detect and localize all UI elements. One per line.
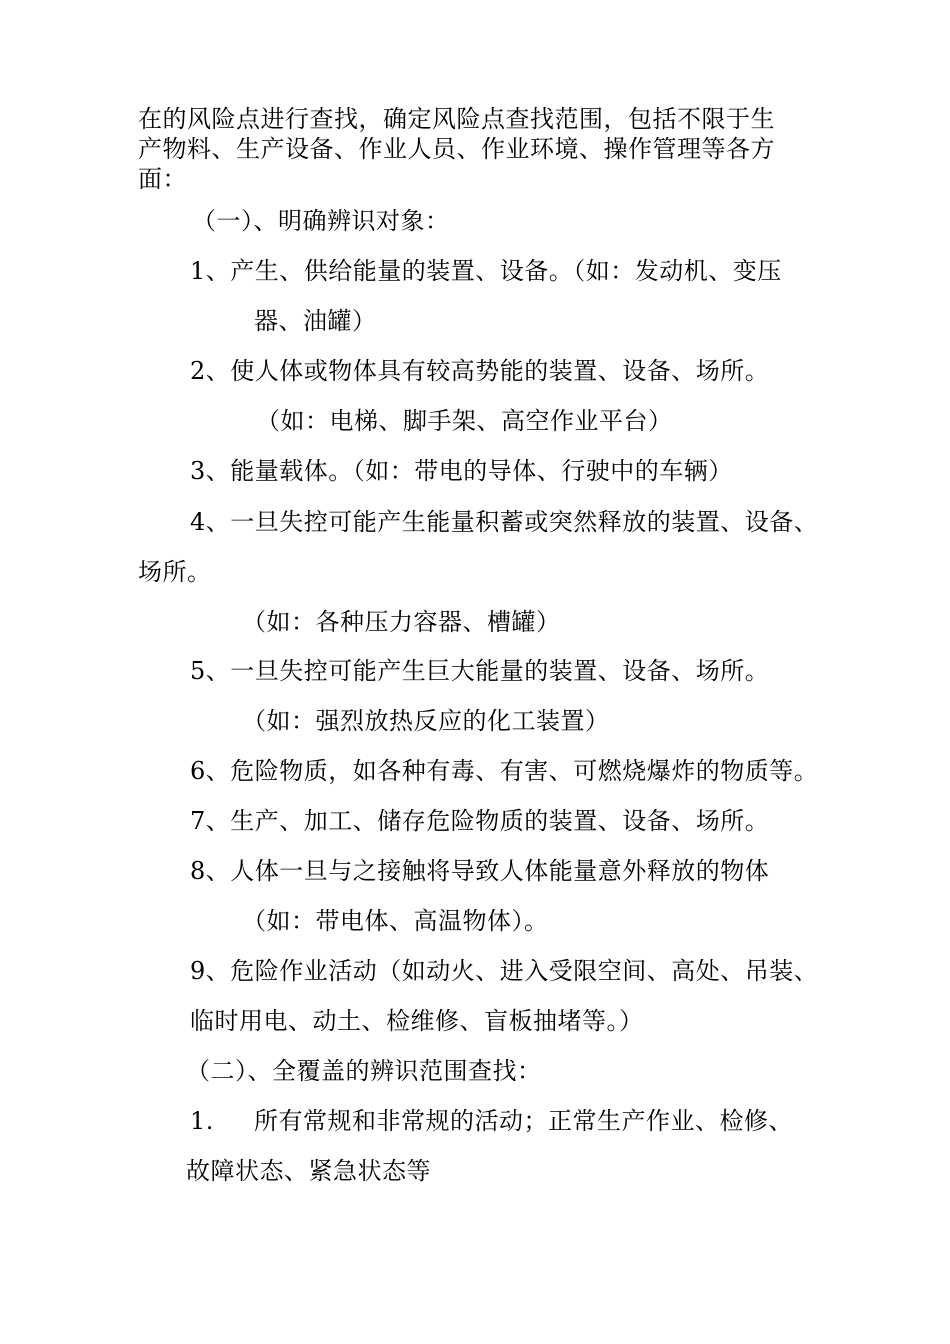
item-9-line-1: 9、危险作业活动（如动火、进入受限空间、高处、吊装、 — [190, 957, 819, 985]
item-2-line-1: 2、使人体或物体具有较高势能的装置、设备、场所。 — [190, 357, 770, 385]
item-2-line-2: （如：电梯、脚手架、高空作业平台） — [256, 407, 673, 435]
item-3-line-1: 3、能量载体。（如：带电的导体、行驶中的车辆） — [190, 457, 733, 485]
intro-line-3: 面： — [138, 165, 187, 193]
section2-item-1-line-1: 所有常规和非常规的活动；正常生产作业、检修、 — [254, 1107, 793, 1135]
item-7-line-1: 7、生产、加工、储存危险物质的装置、设备、场所。 — [190, 807, 770, 835]
section1-heading: （一）、明确辨识对象： — [192, 207, 450, 235]
item-1-line-1: 1、产生、供给能量的装置、设备。（如：发动机、变压 — [190, 257, 782, 285]
item-5-line-2: （如：强烈放热反应的化工装置） — [242, 707, 610, 735]
section2-item-1-line-2: 故障状态、紧急状态等 — [186, 1157, 431, 1185]
section2-heading: （二）、全覆盖的辨识范围查找： — [186, 1057, 542, 1085]
item-8-line-2: （如：带电体、高温物体）。 — [242, 907, 549, 935]
item-8-line-1: 8、人体一旦与之接触将导致人体能量意外释放的物体 — [190, 857, 770, 885]
item-4-line-1: 4、一旦失控可能产生能量积蓄或突然释放的装置、设备、 — [190, 508, 819, 536]
item-6-line-1: 6、危险物质，如各种有毒、有害、可燃烧爆炸的物质等。 — [190, 757, 819, 785]
item-4-line-2: 场所。 — [138, 558, 212, 586]
intro-line-2: 产物料、生产设备、作业人员、作业环境、操作管理等各方 — [138, 135, 775, 163]
item-1-line-2: 器、油罐） — [254, 307, 377, 335]
section2-item-1-number: 1. — [190, 1107, 214, 1135]
item-4-line-3: （如：各种压力容器、槽罐） — [242, 608, 561, 636]
intro-line-1: 在的风险点进行查找，确定风险点查找范围，包括不限于生 — [138, 105, 775, 133]
item-9-line-2: 临时用电、动土、检维修、盲板抽堵等。） — [190, 1007, 644, 1035]
item-5-line-1: 5、一旦失控可能产生巨大能量的装置、设备、场所。 — [190, 657, 770, 685]
